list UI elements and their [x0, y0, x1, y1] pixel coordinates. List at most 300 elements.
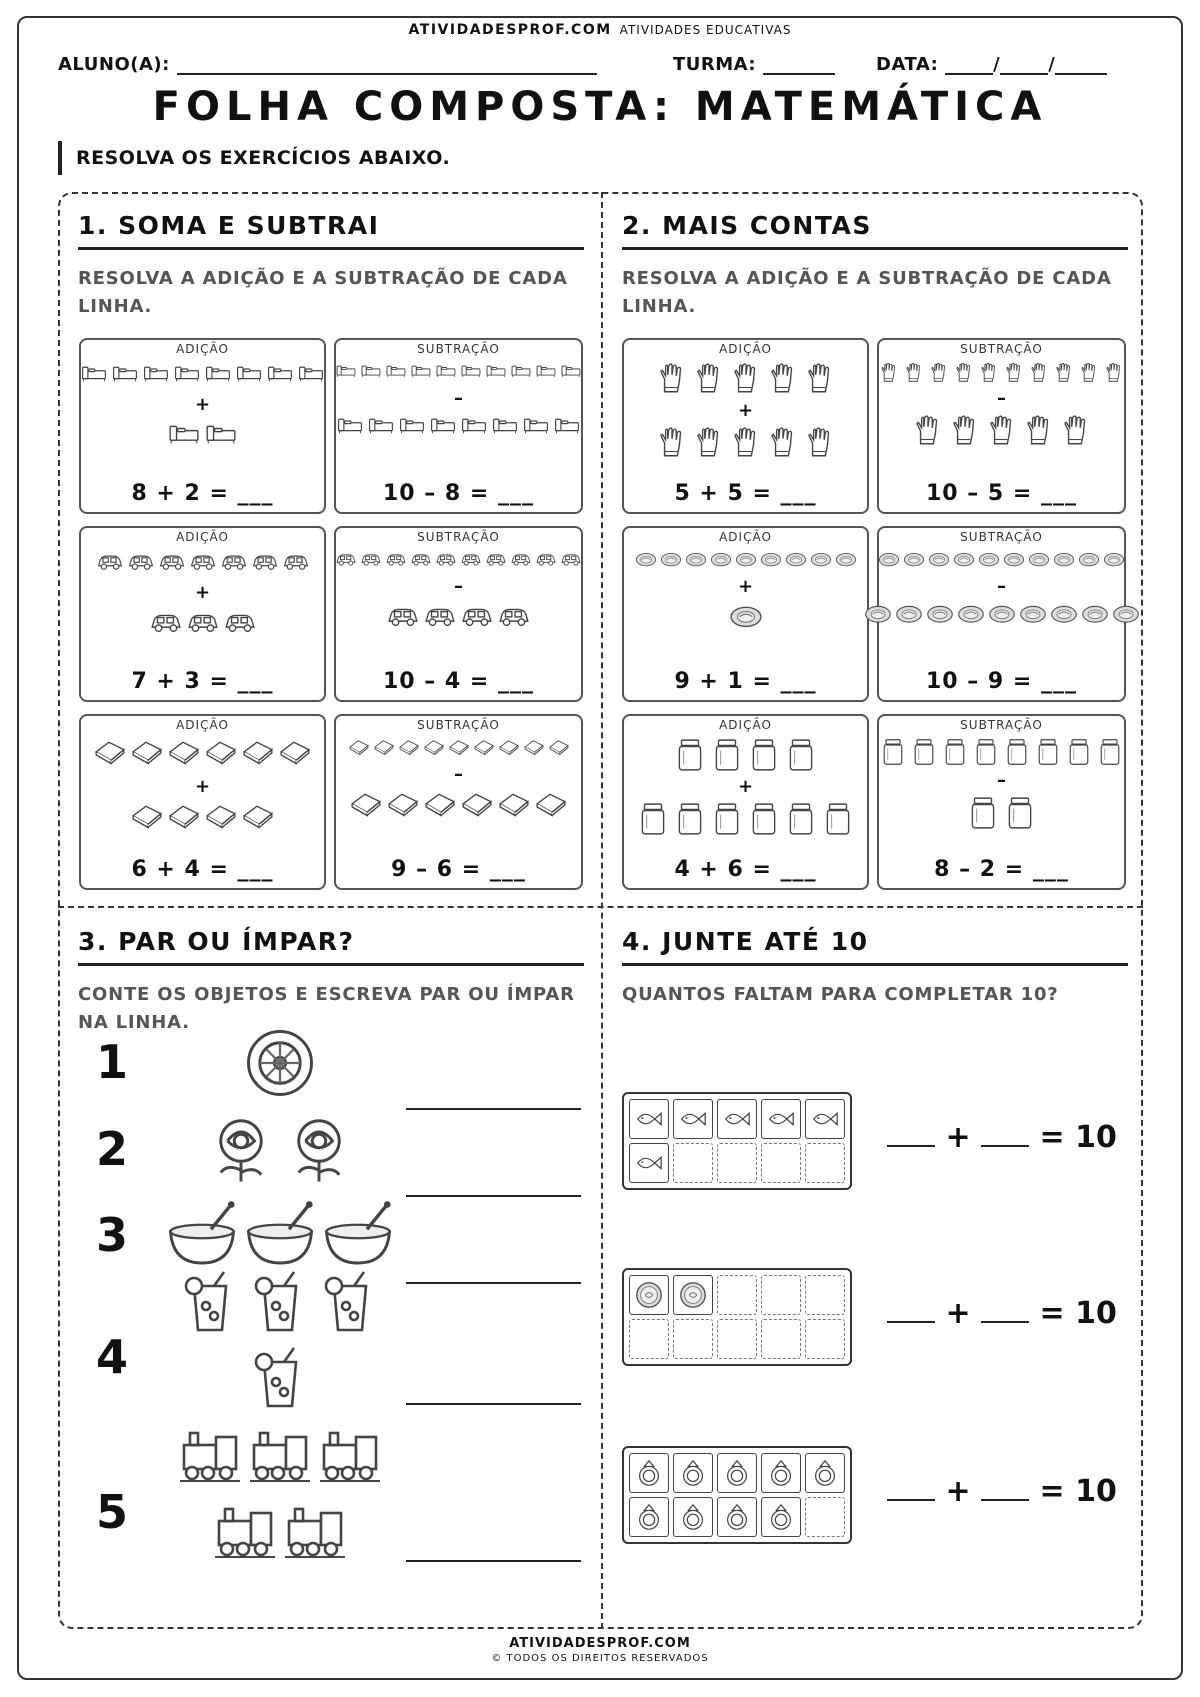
train-icon: [178, 1425, 242, 1489]
q1-box-adicao: [79, 338, 326, 514]
ten-frame-cell-empty: [761, 1143, 801, 1183]
glove-icon: [953, 362, 975, 384]
ten-frame-cell-filled: [629, 1275, 669, 1315]
student-info-row: [58, 50, 1140, 80]
bed-icon: [510, 362, 532, 384]
q3-answer-line[interactable]: [406, 1560, 581, 1562]
plus-sign: +: [945, 1296, 971, 1331]
q1-box-subtracao: [334, 338, 583, 514]
ten-frame-cell-filled: [629, 1099, 669, 1139]
bed-icon: [385, 362, 407, 384]
book-icon: [523, 738, 545, 760]
fish-icon: [634, 1104, 664, 1134]
ten-frame-cell-filled: [673, 1275, 713, 1315]
jar-icon: [673, 802, 707, 836]
book-icon: [130, 738, 164, 772]
juice-glass-icon: [318, 1270, 382, 1334]
q2-box-adicao: [622, 338, 869, 514]
dish-icon: [978, 550, 1000, 572]
q3-item-number: 4: [96, 1330, 129, 1384]
book-icon: [398, 738, 420, 760]
q3-item-number: 5: [96, 1485, 129, 1539]
bottom-objects: [879, 414, 1124, 448]
q3-objects-group: [165, 1200, 395, 1272]
box-label: ADIÇÃO: [176, 342, 229, 356]
answer-blank[interactable]: [981, 1481, 1029, 1501]
ring-icon: [766, 1458, 796, 1488]
bed-icon: [167, 420, 201, 454]
operator: –: [997, 770, 1006, 791]
ring-icon: [766, 1502, 796, 1532]
operator: –: [997, 388, 1006, 409]
top-objects: [336, 738, 581, 760]
bed-icon: [560, 362, 582, 384]
equation[interactable]: 7 + 3 = ___: [131, 669, 274, 694]
q3-answer-line[interactable]: [406, 1108, 581, 1110]
site-name: ATIVIDADESPROF.COM: [408, 22, 612, 38]
book-icon: [278, 738, 312, 772]
data-field[interactable]: DATA: / /: [876, 54, 1107, 75]
equation[interactable]: 8 + 2 = ___: [131, 481, 274, 506]
bottom-objects: [624, 602, 867, 636]
book-icon: [204, 738, 238, 772]
bed-icon: [522, 414, 550, 442]
car-icon: [386, 602, 420, 636]
bed-icon: [460, 362, 482, 384]
glove-icon: [1053, 362, 1075, 384]
dish-icon: [895, 602, 923, 630]
juice-glass-icon: [248, 1270, 312, 1334]
q3-answer-line[interactable]: [406, 1195, 581, 1197]
top-objects: [81, 550, 324, 578]
car-icon: [423, 602, 457, 636]
car-icon: [335, 550, 357, 572]
ten-frame-cell-empty: [761, 1319, 801, 1359]
q2-box-adicao: [622, 714, 869, 890]
dish-icon: [903, 550, 925, 572]
q3-heading: 3. PAR OU ÍMPAR?: [78, 924, 584, 966]
jar-icon: [1034, 738, 1062, 766]
glove-icon: [948, 414, 982, 448]
book-icon: [348, 738, 370, 760]
dish-icon: [710, 550, 732, 572]
equation[interactable]: 9 + 1 = ___: [674, 669, 817, 694]
equals-ten: = 10: [1039, 1296, 1117, 1331]
jar-icon: [821, 802, 855, 836]
book-icon: [349, 790, 383, 824]
box-label: ADIÇÃO: [719, 530, 772, 544]
glove-icon: [766, 426, 800, 460]
glove-icon: [911, 414, 945, 448]
car-icon: [149, 608, 183, 642]
bed-icon: [460, 414, 488, 442]
ten-frame-cell-filled: [673, 1099, 713, 1139]
rose-icon: [205, 1114, 277, 1186]
fish-icon: [766, 1104, 796, 1134]
car-icon: [460, 602, 494, 636]
aluno-label: ALUNO(A):: [58, 54, 170, 75]
bottom-objects: [336, 602, 581, 636]
glove-icon: [1003, 362, 1025, 384]
ring-icon: [722, 1502, 752, 1532]
book-icon: [130, 802, 164, 836]
box-label: ADIÇÃO: [719, 718, 772, 732]
equals-ten: = 10: [1039, 1120, 1117, 1155]
glove-icon: [928, 362, 950, 384]
glove-icon: [729, 426, 763, 460]
q1-box-subtracao: [334, 714, 583, 890]
book-icon: [386, 790, 420, 824]
car-icon: [535, 550, 557, 572]
jar-icon: [1096, 738, 1124, 766]
ten-frame-cell-filled: [805, 1453, 845, 1493]
car-icon: [96, 550, 124, 578]
book-icon: [498, 738, 520, 760]
ten-frame-cell-filled: [629, 1143, 669, 1183]
ten-frame-cell-empty: [805, 1497, 845, 1537]
q3-text: CONTE OS OBJETOS E ESCREVA PAR OU ÍMPAR NA LINHA.: [78, 984, 575, 1033]
q4-text: QUANTOS FALTAM PARA COMPLETAR 10?: [622, 984, 1059, 1005]
top-objects: [879, 738, 1124, 766]
bed-icon: [398, 414, 426, 442]
ten-frame-cell-filled: [761, 1099, 801, 1139]
car-icon: [189, 550, 217, 578]
instruction: RESOLVA OS EXERCÍCIOS ABAIXO.: [58, 141, 450, 175]
ring-icon: [634, 1458, 664, 1488]
site-header: [0, 22, 1200, 38]
train-icon: [248, 1425, 312, 1489]
bed-icon: [535, 362, 557, 384]
top-objects: [624, 362, 867, 396]
turma-label: TURMA:: [673, 54, 757, 75]
top-objects: [81, 362, 324, 390]
ten-frame-cell-filled: [673, 1453, 713, 1493]
bed-icon: [410, 362, 432, 384]
glove-icon: [655, 362, 689, 396]
coin-icon: [678, 1280, 708, 1310]
bed-icon: [553, 414, 581, 442]
book-icon: [460, 790, 494, 824]
dish-icon: [1081, 602, 1109, 630]
fish-icon: [678, 1104, 708, 1134]
q3-answer-line[interactable]: [406, 1282, 581, 1284]
dish-icon: [1112, 602, 1140, 630]
plus-sign: +: [945, 1474, 971, 1509]
aluno-field[interactable]: [58, 54, 597, 75]
bowl-icon: [166, 1200, 238, 1272]
bed-icon: [235, 362, 263, 390]
ten-frame-cell-filled: [717, 1099, 757, 1139]
car-icon: [410, 550, 432, 572]
jar-icon: [747, 738, 781, 772]
jar-icon: [636, 802, 670, 836]
bottom-objects: [624, 426, 867, 460]
car-icon: [560, 550, 582, 572]
ten-frame-cell-filled: [717, 1497, 757, 1537]
bowl-icon: [322, 1200, 394, 1272]
book-icon: [497, 790, 531, 824]
ten-frame: [622, 1268, 852, 1366]
dish-icon: [864, 602, 892, 630]
q1-box-adicao: [79, 526, 326, 702]
ten-frame-cell-empty: [717, 1319, 757, 1359]
jar-icon: [972, 738, 1000, 766]
train-icon: [213, 1501, 277, 1565]
jar-icon: [910, 738, 938, 766]
box-label: SUBTRAÇÃO: [960, 718, 1043, 732]
bottom-objects: [624, 802, 867, 836]
ring-icon: [634, 1502, 664, 1532]
equation[interactable]: 10 – 4 = ___: [383, 669, 534, 694]
q1-box-adicao: [79, 714, 326, 890]
bed-icon: [266, 362, 294, 390]
q3-objects-group: [165, 1270, 395, 1410]
jar-icon: [1003, 796, 1037, 830]
coin-icon: [634, 1280, 664, 1310]
dish-icon: [1019, 602, 1047, 630]
car-icon: [127, 550, 155, 578]
glove-icon: [1078, 362, 1100, 384]
dish-icon: [635, 550, 657, 572]
bowl-icon: [244, 1200, 316, 1272]
glove-icon: [878, 362, 900, 384]
ten-frame-cell-empty: [673, 1319, 713, 1359]
box-label: SUBTRAÇÃO: [417, 718, 500, 732]
operator: +: [737, 576, 754, 597]
jar-icon: [1065, 738, 1093, 766]
bed-icon: [435, 362, 457, 384]
operator: –: [454, 576, 463, 597]
q3-item-number: 1: [96, 1035, 129, 1089]
page-title: FOLHA COMPOSTA: MATEMÁTICA: [152, 84, 1048, 130]
bed-icon: [142, 362, 170, 390]
tire-icon: [244, 1027, 316, 1099]
fish-icon: [634, 1148, 664, 1178]
top-objects: [336, 362, 581, 384]
bed-icon: [367, 414, 395, 442]
car-icon: [220, 550, 248, 578]
ring-icon: [722, 1458, 752, 1488]
ten-frame: [622, 1446, 852, 1544]
site-tagline: ATIVIDADES EDUCATIVAS: [619, 23, 792, 37]
jar-icon: [1003, 738, 1031, 766]
bed-icon: [336, 414, 364, 442]
data-label: DATA:: [876, 54, 939, 75]
bottom-objects: [336, 414, 581, 442]
book-icon: [448, 738, 470, 760]
dish-icon: [1050, 602, 1078, 630]
glove-icon: [803, 362, 837, 396]
jar-icon: [941, 738, 969, 766]
dish-icon: [988, 602, 1016, 630]
q1-box-subtracao: [334, 526, 583, 702]
bottom-objects: [81, 802, 324, 836]
bed-icon: [204, 420, 238, 454]
ten-frame-cell-empty: [805, 1143, 845, 1183]
glove-icon: [1028, 362, 1050, 384]
glove-icon: [985, 414, 1019, 448]
operator: –: [454, 388, 463, 409]
glove-icon: [692, 426, 726, 460]
dish-icon: [1028, 550, 1050, 572]
top-objects: [81, 738, 324, 772]
dish-icon: [926, 602, 954, 630]
ten-frame-cell-filled: [761, 1497, 801, 1537]
equation[interactable]: 10 – 9 = ___: [926, 669, 1077, 694]
book-icon: [423, 790, 457, 824]
car-icon: [497, 602, 531, 636]
car-icon: [485, 550, 507, 572]
dish-icon: [928, 550, 950, 572]
bed-icon: [429, 414, 457, 442]
dish-icon: [878, 550, 900, 572]
operator: +: [737, 776, 754, 797]
answer-blank[interactable]: [887, 1303, 935, 1323]
car-icon: [385, 550, 407, 572]
glove-icon: [655, 426, 689, 460]
jar-icon: [784, 802, 818, 836]
operator: +: [194, 776, 211, 797]
dish-icon: [1003, 550, 1025, 572]
jar-icon: [966, 796, 1000, 830]
ten-frame-cell-empty: [805, 1275, 845, 1315]
top-objects: [879, 362, 1124, 384]
q2-box-adicao: [622, 526, 869, 702]
top-objects: [879, 550, 1124, 572]
bed-icon: [360, 362, 382, 384]
juice-glass-icon: [178, 1270, 242, 1334]
bed-icon: [111, 362, 139, 390]
car-icon: [158, 550, 186, 578]
ten-frame-cell-empty: [673, 1143, 713, 1183]
bottom-objects: [336, 790, 581, 824]
bed-icon: [335, 362, 357, 384]
q3-objects-group: [165, 1027, 395, 1099]
dish-icon: [1078, 550, 1100, 572]
answer-blank[interactable]: [887, 1481, 935, 1501]
book-icon: [93, 738, 127, 772]
answer-blank[interactable]: [981, 1303, 1029, 1323]
plus-sign: +: [945, 1120, 971, 1155]
footer: [0, 1636, 1200, 1664]
car-icon: [186, 608, 220, 642]
ten-frame-cell-filled: [673, 1497, 713, 1537]
car-icon: [251, 550, 279, 578]
equation[interactable]: 10 – 5 = ___: [926, 481, 1077, 506]
q3-answer-line[interactable]: [406, 1403, 581, 1405]
box-label: SUBTRAÇÃO: [417, 342, 500, 356]
bottom-objects: [81, 608, 324, 642]
box-label: ADIÇÃO: [176, 530, 229, 544]
q2-box-subtracao: [877, 526, 1126, 702]
q2-text: RESOLVA A ADIÇÃO E A SUBTRAÇÃO DE CADA LINHA.: [622, 268, 1112, 317]
answer-blank[interactable]: [981, 1127, 1029, 1147]
bed-icon: [80, 362, 108, 390]
ring-icon: [810, 1458, 840, 1488]
ten-frame-cell-empty: [629, 1319, 669, 1359]
footer-site: ATIVIDADESPROF.COM: [509, 1636, 691, 1651]
q4-equation: [887, 1296, 1117, 1331]
dish-icon: [1103, 550, 1125, 572]
bottom-objects: [879, 602, 1124, 630]
ten-frame: [622, 1092, 852, 1190]
bed-icon: [297, 362, 325, 390]
car-icon: [223, 608, 257, 642]
turma-field[interactable]: [673, 54, 835, 75]
dish-icon: [957, 602, 985, 630]
ten-frame-cell-empty: [717, 1275, 757, 1315]
q4-heading: 4. JUNTE ATÉ 10: [622, 924, 1128, 966]
book-icon: [167, 802, 201, 836]
dish-icon: [660, 550, 682, 572]
book-icon: [423, 738, 445, 760]
jar-icon: [710, 802, 744, 836]
dish-icon: [953, 550, 975, 572]
bed-icon: [491, 414, 519, 442]
ten-frame-cell-filled: [805, 1099, 845, 1139]
q1-text: RESOLVA A ADIÇÃO E A SUBTRAÇÃO DE CADA LINHA.: [78, 268, 568, 317]
book-icon: [373, 738, 395, 760]
equation[interactable]: 8 – 2 = ___: [934, 857, 1069, 882]
equation[interactable]: 10 – 8 = ___: [383, 481, 534, 506]
ring-icon: [678, 1502, 708, 1532]
bed-icon: [204, 362, 232, 390]
equation[interactable]: 5 + 5 = ___: [674, 481, 817, 506]
box-label: ADIÇÃO: [719, 342, 772, 356]
bottom-objects: [81, 420, 324, 454]
book-icon: [167, 738, 201, 772]
q3-objects-group: [165, 1114, 395, 1186]
dish-icon: [785, 550, 807, 572]
ten-frame-cell-empty: [805, 1319, 845, 1359]
vertical-divider: [601, 192, 603, 1629]
q2-box-subtracao: [877, 338, 1126, 514]
equation[interactable]: 6 + 4 = ___: [131, 857, 274, 882]
equation[interactable]: 9 – 6 = ___: [391, 857, 526, 882]
car-icon: [282, 550, 310, 578]
dish-icon: [735, 550, 757, 572]
operator: +: [194, 394, 211, 415]
jar-icon: [784, 738, 818, 772]
jar-icon: [710, 738, 744, 772]
train-icon: [283, 1501, 347, 1565]
glove-icon: [729, 362, 763, 396]
ten-frame-cell-filled: [629, 1453, 669, 1493]
box-label: SUBTRAÇÃO: [417, 530, 500, 544]
dish-icon: [685, 550, 707, 572]
train-icon: [318, 1425, 382, 1489]
book-icon: [534, 790, 568, 824]
q3-item-number: 3: [96, 1208, 129, 1262]
book-icon: [548, 738, 570, 760]
answer-blank[interactable]: [887, 1127, 935, 1147]
operator: +: [737, 400, 754, 421]
glove-icon: [766, 362, 800, 396]
glove-icon: [803, 426, 837, 460]
operator: +: [194, 582, 211, 603]
dish-icon: [760, 550, 782, 572]
box-label: SUBTRAÇÃO: [960, 342, 1043, 356]
operator: –: [454, 764, 463, 785]
book-icon: [241, 738, 275, 772]
bed-icon: [173, 362, 201, 390]
bed-icon: [485, 362, 507, 384]
jar-icon: [747, 802, 781, 836]
equation[interactable]: 4 + 6 = ___: [674, 857, 817, 882]
rose-icon: [283, 1114, 355, 1186]
top-objects: [336, 550, 581, 572]
book-icon: [473, 738, 495, 760]
